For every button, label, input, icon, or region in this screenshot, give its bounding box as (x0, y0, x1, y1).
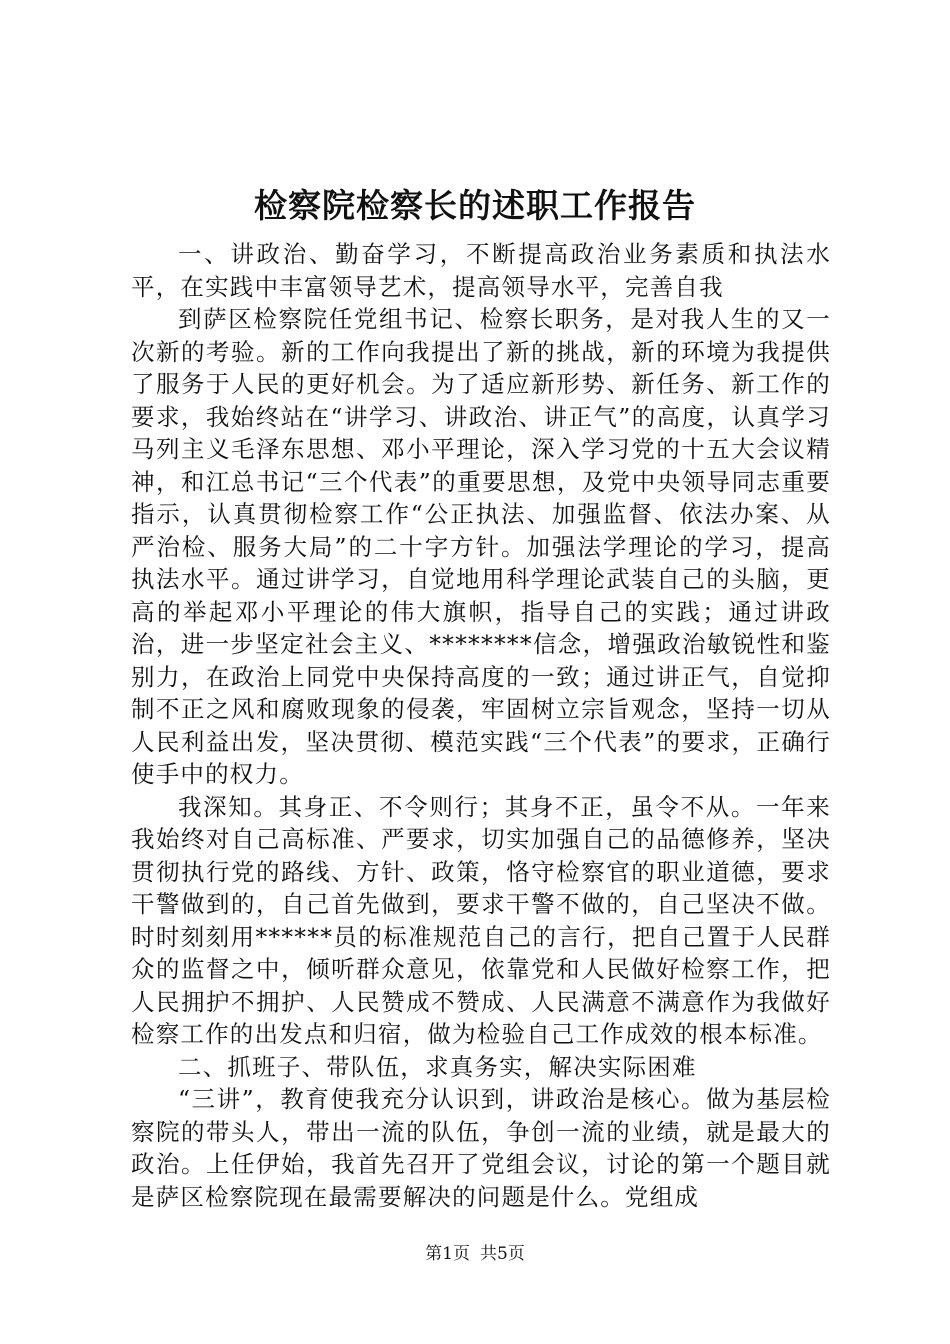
page-total: 共5页 (480, 1244, 525, 1264)
section-heading-2: 二、抓班子、带队伍，求真务实，解决实际困难 (178, 1052, 697, 1081)
page-footer (0, 1242, 950, 1266)
section-heading-1: 一、讲政治、勤奋学习，不断提高政治业务素质和执法水平，在实践中丰富领导艺术，提高领导水平，完善自我 (131, 240, 831, 301)
document-title: 检察院检察长的述职工作报告 (254, 186, 696, 225)
document-body (131, 238, 831, 1213)
body-paragraph: 到萨区检察院任党组书记、检察长职务，是对我人生的又一次新的考验。新的工作向我提出了新的挑战，新的环境为我提供了服务于人民的更好机会。为了适应新形势、新任务、新工作的要求，我始终站在“讲学习、讲政治、讲正气”的高度，认真学习马列主义毛泽东思想、邓小平理论，深入学习党的十五大会议精神，和江总书记“三个代表”的重要思想，及党中央领导同志重要指示，认真贯彻检察工作“公正执法、加强监督、依法办案、从严治检、服务大局”的二十字方针。加强法学理论的学习，提高执法水平。通过讲学习，自觉地用科学理论武装自己的头脑，更高的举起邓小平理论的伟大旗帜，指导自己的实践；通过讲政治，进一步坚定社会主义、********信念，增强政治敏锐性和鉴别力，在政治上同党中央保持高度的一致；通过讲正气，自觉抑制不正之风和腐败现象的侵袭，牢固树立宗旨观念，坚持一切从人民利益出发，坚决贯彻、模范实践“三个代表”的要求，正确行使手中的权力。 (131, 305, 831, 788)
page-number: 第1页 (425, 1244, 470, 1264)
body-paragraph: “三讲”，教育使我充分认识到，讲政治是核心。做为基层检察院的带头人，带出一流的队伍，争创一流的业绩，就是最大的政治。上任伊始，我首先召开了党组会议，讨论的第一个题目就是萨区检察院现在最需要解决的问题是什么。党组成 (131, 1085, 831, 1211)
body-paragraph: 我深知。其身正、不令则行；其身不正，虽令不从。一年来我始终对自己高标准、严要求，切实加强自己的品德修养，坚决贯彻执行党的路线、方针、政策，恪守检察官的职业道德，要求干警做到的，自己首先做到，要求干警不做的，自己坚决不做。时时刻刻用******员的标准规范自己的言行，把自己置于人民群众的监督之中，倾听群众意见，依靠党和人民做好检察工作，把人民拥护不拥护、人民赞成不赞成、人民满意不满意作为我做好检察工作的出发点和归宿，做为检验自己工作成效的根本标准。 (131, 792, 831, 1048)
